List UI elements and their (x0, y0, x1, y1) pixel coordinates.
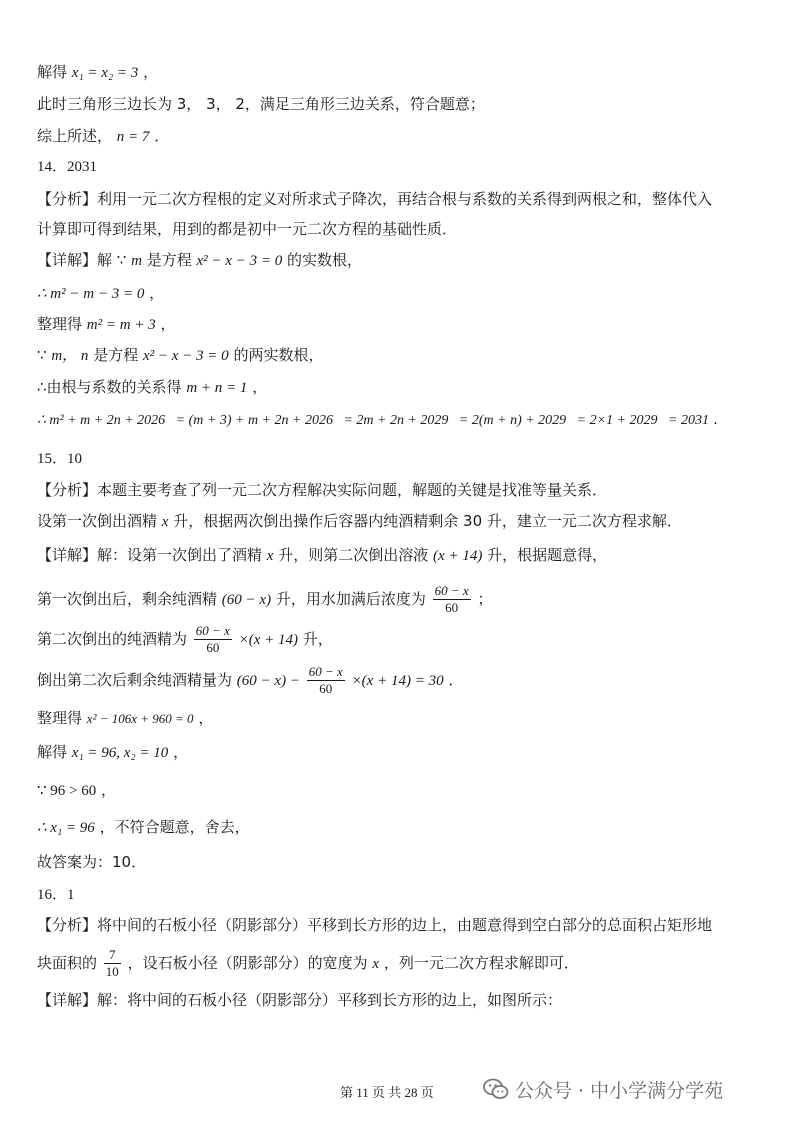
analysis-line: 计算即可得到结果，用到的都是初中一元二次方程的基础性质． (37, 220, 458, 238)
watermark-text: 公众号 · 中小学满分学苑 (515, 1079, 724, 1102)
detail-line (37, 314, 176, 335)
detail-line (37, 662, 463, 699)
text: 的两实数根， (233, 346, 324, 364)
text: 第一次倒出后，剩余纯酒精 (37, 590, 218, 608)
denominator: 60 (319, 681, 333, 696)
fraction (433, 583, 471, 616)
equation: m (131, 253, 142, 269)
text: ，设石板小径（阴影部分）的宽度为 (127, 954, 368, 972)
equation: (x + 14) (433, 548, 483, 564)
text: ． (713, 412, 728, 428)
detail-line (37, 708, 213, 729)
text: 块面积的 (37, 954, 98, 972)
detail-line (37, 780, 116, 801)
numerator: 60 − x (434, 583, 469, 598)
detail-line (37, 621, 333, 658)
equation: ∴ x₁ = 96 (37, 820, 95, 836)
text: ． (448, 671, 464, 689)
text: 升，用水加满后浓度为 (275, 590, 426, 608)
equation: n = 7 (116, 129, 150, 145)
analysis-line: 【分析】将中间的石板小径（阴影部分）平移到长方形的边上，由题意得到空白部分的总面积占矩形地 (37, 916, 713, 934)
question-number-15: 15．10 (37, 451, 83, 467)
equation: m² = m + 3 (86, 317, 156, 333)
text: 第二次倒出的纯酒精为 (37, 630, 188, 648)
equation: x₁ = x₂ = 3 (71, 65, 139, 81)
watermark (483, 1074, 723, 1104)
text: 解得 (37, 743, 68, 761)
text: 升，根据题意得， (487, 546, 608, 564)
text: 是方程 (146, 251, 192, 269)
fraction (307, 664, 345, 697)
denominator: 60 (206, 640, 220, 655)
text: 【详解】解：设第一次倒出了酒精 (37, 546, 263, 564)
text: 整理得 (37, 709, 83, 727)
equation: (60 − x) (221, 592, 272, 608)
fraction (194, 623, 232, 656)
equation: x (161, 514, 169, 530)
text: 升， (302, 630, 333, 648)
numerator: 60 − x (308, 664, 343, 679)
text: ，列一元二次方程求解即可． (383, 954, 579, 972)
question-number-14: 14．2031 (37, 159, 98, 175)
detail-line (37, 250, 362, 271)
equation: x² − x − 3 = 0 (143, 348, 229, 364)
text: ． (154, 127, 170, 145)
detail-line (37, 377, 267, 398)
equation: x² − x − 3 = 0 (196, 253, 283, 269)
denominator: 60 (445, 600, 459, 615)
text: ，不符合题意，舍去， (99, 818, 250, 836)
equation: (60 − x) − (236, 673, 300, 689)
equation: x² − 106x + 960 = 0 (86, 711, 194, 726)
solution-line (37, 62, 158, 83)
detail-line (37, 283, 164, 304)
text: ， (149, 284, 165, 302)
analysis-line: 【分析】本题主要考查了列一元二次方程解决实际问题，解题的关键是找准等量关系． (37, 481, 608, 499)
equation: x₁ = 96, x₂ = 10 (71, 745, 169, 761)
numerator: 7 (104, 947, 121, 964)
equation: m， n (51, 348, 89, 364)
text: 综上所述， (37, 127, 113, 145)
text: ∴由根与系数的关系得 (37, 378, 182, 396)
text: ， (173, 743, 189, 761)
equation: x (372, 956, 380, 972)
equation: ∴ m² + m + 2n + 2026 = (m + 3) + m + 2n + 2026 = 2m + 2n + 2029 = 2(m + n) + 2029 = 2×1 + 2029 = 2031 (37, 413, 709, 428)
analysis-line: 【分析】利用一元二次方程根的定义对所求式子降次，再结合根与系数的关系得到两根之和，整体代入 (37, 190, 713, 208)
text: ， (198, 709, 214, 727)
text: 【详解】解 ∵ (37, 251, 127, 269)
detail-line: 故答案为：10． (37, 853, 147, 871)
detail-line (37, 545, 607, 566)
detail-line (37, 742, 188, 763)
analysis-line (37, 511, 682, 532)
equation: ∴ m² − m − 3 = 0 (37, 286, 145, 302)
detail-line: 【详解】解：将中间的石板小径（阴影部分）平移到长方形的边上，如图所示： (37, 991, 563, 1009)
denominator: 10 (105, 964, 119, 979)
equation: ∵ 96 > 60 (37, 783, 97, 799)
detail-line (37, 817, 250, 838)
solution-line (37, 126, 169, 147)
text: ， (143, 63, 159, 81)
text: 是方程 (93, 346, 139, 364)
equation: ×(x + 14) = 30 (351, 673, 444, 689)
text: 倒出第二次后剩余纯酒精量为 (37, 671, 233, 689)
wechat-icon (483, 1077, 509, 1101)
text: ， (101, 781, 117, 799)
equation: m + n = 1 (186, 380, 248, 396)
text: ； (477, 590, 493, 608)
text: 的实数根， (286, 251, 362, 269)
solution-line: 此时三角形三边长为 3， 3， 2，满足三角形三边关系，符合题意； (37, 95, 485, 113)
text: 升，根据两次倒出操作后容器内纯酒精剩余 30 升，建立一元二次方程求解． (173, 512, 682, 530)
text: 升，则第二次倒出溶液 (278, 546, 429, 564)
detail-line (37, 581, 493, 618)
analysis-line (37, 945, 579, 982)
text: 整理得 (37, 315, 83, 333)
text: ∵ (37, 346, 47, 364)
equation: x (266, 548, 274, 564)
text: ， (160, 315, 176, 333)
text: 设第一次倒出酒精 (37, 512, 158, 530)
detail-line (37, 410, 727, 431)
page-footer: 第 11 页 共 28 页 (340, 1085, 434, 1100)
fraction (104, 947, 121, 980)
question-number-16: 16．1 (37, 887, 75, 903)
detail-line (37, 345, 323, 366)
equation: ×(x + 14) (238, 632, 299, 648)
numerator: 60 − x (195, 623, 230, 638)
text: 解得 (37, 63, 68, 81)
text: ， (252, 378, 268, 396)
